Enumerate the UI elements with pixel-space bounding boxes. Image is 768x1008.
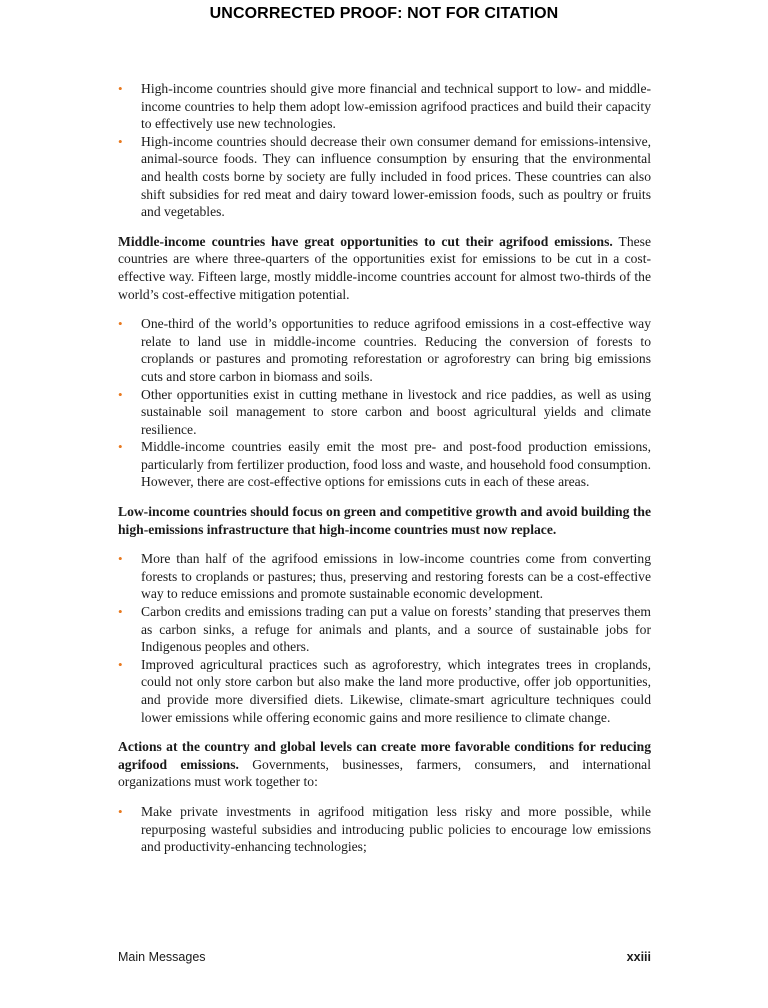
proof-notice-header: UNCORRECTED PROOF: NOT FOR CITATION bbox=[209, 5, 559, 22]
list-item-text: More than half of the agrifood emissions in low-income countries come from converting forests to croplands or pastures; thus, preserving and restoring forests can be a cost-effective way to reduce emissions and promote sustainable economic development. bbox=[141, 551, 651, 602]
bullet-icon: • bbox=[118, 133, 123, 149]
paragraph-middle-income bbox=[118, 233, 651, 303]
list-item bbox=[118, 603, 651, 656]
bullet-list-high-income bbox=[118, 80, 651, 221]
page-body bbox=[118, 80, 651, 856]
bullet-list-low-income bbox=[118, 550, 651, 726]
list-item-text: Make private investments in agrifood mitigation less risky and more possible, while repurposing wasteful subsidies and introducing public policies to encourage low emissions and productivity-enhancing technologies; bbox=[141, 803, 651, 855]
bullet-icon: • bbox=[118, 803, 123, 819]
list-item-text: High-income countries should give more financial and technical support to low- and middle-income countries to help them adopt low-emission agrifood practices and build their capacity to effectively use new technologies. bbox=[141, 81, 651, 132]
list-item bbox=[118, 80, 651, 133]
list-item bbox=[118, 438, 651, 491]
paragraph-lead: Low-income countries should focus on green and competitive growth and avoid building the high-emissions infrastructure that high-income countries must now replace. bbox=[118, 504, 651, 537]
bullet-icon: • bbox=[118, 604, 123, 620]
bullet-icon: • bbox=[118, 656, 123, 672]
list-item-text: Other opportunities exist in cutting methane in livestock and rice paddies, as well as using sustainable soil management to store carbon and boost agricultural yields and climate resilience. bbox=[141, 386, 651, 437]
list-item-text: Carbon credits and emissions trading can put a value on forests’ standing that preserves them as carbon sinks, a refuge for animals and plants, and a source of sustainable jobs for Indigenous peoples and others. bbox=[141, 604, 651, 655]
bullet-list-middle-income bbox=[118, 315, 651, 491]
paragraph-low-income bbox=[118, 503, 651, 538]
bullet-icon: • bbox=[118, 439, 123, 455]
footer-page-number: xxiii bbox=[626, 950, 651, 964]
list-item-text: High-income countries should decrease their own consumer demand for emissions-intensive, animal-source foods. They can influence consumption by ensuring that the environmental and health costs borne by society are fully included in food prices. These countries can also shift subsidies for red meat and dairy toward lower-emission foods, such as poultry or fruits and vegetables. bbox=[141, 133, 651, 220]
paragraph-lead: Middle-income countries have great opportunities to cut their agrifood emissions. bbox=[118, 233, 613, 249]
list-item bbox=[118, 656, 651, 726]
list-item bbox=[118, 315, 651, 385]
paragraph-text: Governments, businesses, farmers, consumers, and international organizations must work together to: bbox=[118, 756, 651, 790]
bullet-icon: • bbox=[118, 551, 123, 567]
bullet-icon: • bbox=[118, 386, 123, 402]
paragraph-text: These countries are where three-quarters of the opportunities exist for emissions to be cut in a cost-effective way. Fifteen large, mostly middle-income countries account for almost two-thirds of the world’s cost-effective mitigation potential. bbox=[118, 233, 651, 302]
list-item bbox=[118, 803, 651, 856]
list-item bbox=[118, 133, 651, 221]
bullet-icon: • bbox=[118, 316, 123, 332]
bullet-list-actions bbox=[118, 803, 651, 856]
list-item-text: One-third of the world’s opportunities to reduce agrifood emissions in a cost-effective way relate to land use in middle-income countries. Reducing the conversion of forests to croplands or pastures and promoting reforestation or agroforestry can bring big emissions cuts and store carbon in biomass and soils. bbox=[141, 316, 651, 384]
list-item-text: Middle-income countries easily emit the most pre- and post-food production emissions, particularly from fertilizer production, food loss and waste, and household food consumption. However, there are cost-effective options for emissions cuts in each of these areas. bbox=[141, 439, 651, 490]
list-item bbox=[118, 386, 651, 439]
bullet-icon: • bbox=[118, 81, 123, 96]
list-item bbox=[118, 550, 651, 603]
paragraph-actions bbox=[118, 738, 651, 791]
list-item-text: Improved agricultural practices such as agroforestry, which integrates trees in croplands, could not only store carbon but also make the land more productive, offer job opportunities, and provide more diversified diets. Likewise, climate-smart agriculture techniques could lower emissions while offering economic gains and more resilience to climate change. bbox=[141, 656, 651, 725]
paragraph-lead: Actions at the country and global levels can create more favorable conditions for reducing agrifood emissions. bbox=[118, 739, 651, 772]
footer-section-title: Main Messages bbox=[118, 950, 206, 964]
